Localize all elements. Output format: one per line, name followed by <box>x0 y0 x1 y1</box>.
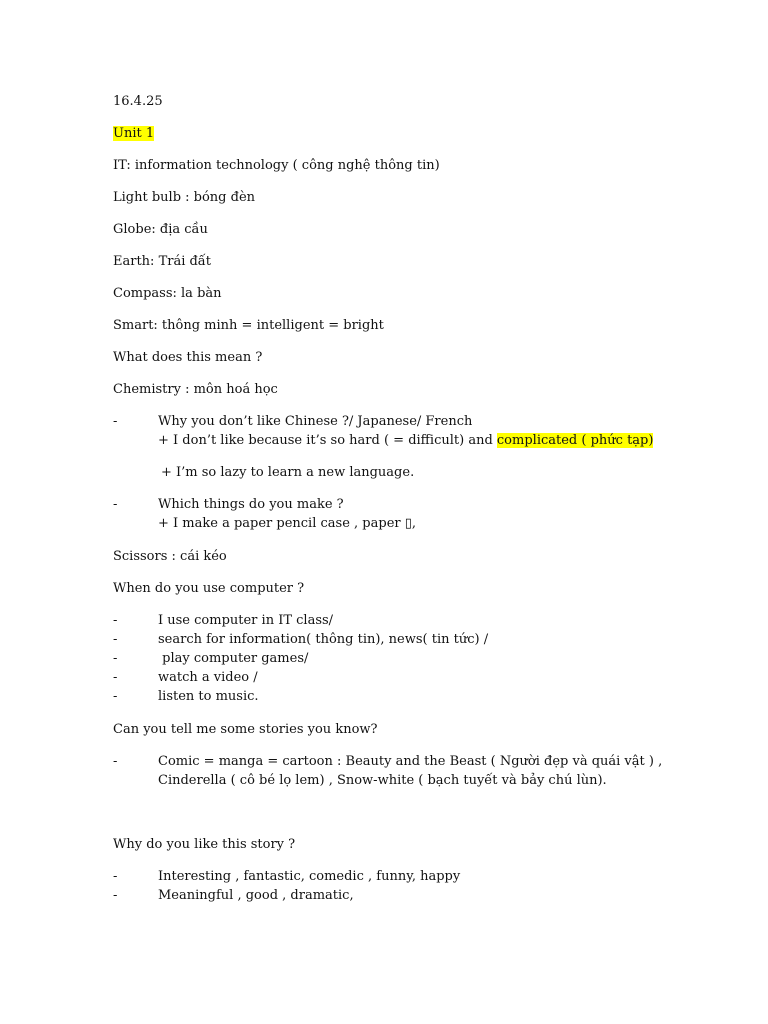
vocab-line-smart: Smart: thông minh = intelligent = bright <box>113 318 384 333</box>
list-item-text: Which things do you make ? <box>158 497 344 512</box>
list-dash: - <box>113 414 118 429</box>
list-item-text: I use computer in IT class/ <box>158 613 334 628</box>
question-stories: Can you tell me some stories you know? <box>113 722 378 737</box>
list-item <box>113 887 354 904</box>
list-item <box>113 631 488 648</box>
list-dash: - <box>113 888 118 903</box>
list-item-continuation: Cinderella ( cô bé lọ lem) , Snow-white ( bạch tuyết và bảy chú lùn). <box>158 773 607 788</box>
list-dash: - <box>113 670 118 685</box>
list-item <box>113 753 662 770</box>
answer-line <box>158 432 653 449</box>
list-item <box>113 650 308 667</box>
list-dash: - <box>113 651 118 666</box>
list-item-text: Meaningful , good , dramatic, <box>158 888 354 903</box>
list-item-text: play computer games/ <box>158 651 309 666</box>
vocab-line-scissors: Scissors : cái kéo <box>113 549 227 564</box>
list-item <box>113 413 472 430</box>
list-dash: - <box>113 689 118 704</box>
unit-heading <box>113 125 154 142</box>
list-dash: - <box>113 497 118 512</box>
vocab-line-compass: Compass: la bàn <box>113 286 222 301</box>
list-item-text: Interesting , fantastic, comedic , funny, happy <box>158 869 461 884</box>
question-computer: When do you use computer ? <box>113 581 305 596</box>
answer-line: + I’m so lazy to learn a new language. <box>161 465 415 480</box>
list-item-text: Why you don’t like Chinese ?/ Japanese/ French <box>158 414 473 429</box>
list-item <box>113 669 258 686</box>
vocab-line-earth: Earth: Trái đất <box>113 254 212 269</box>
highlighted-text: complicated ( phức tạp) <box>496 433 654 448</box>
date-text: 16.4.25 <box>113 94 163 109</box>
question-meaning: What does this mean ? <box>113 350 263 365</box>
list-item <box>113 868 460 885</box>
list-dash: - <box>113 632 118 647</box>
list-item-text: Comic = manga = cartoon : Beauty and the Beast ( Người đẹp và quái vật ) , <box>158 754 663 769</box>
list-item-text: listen to music. <box>158 689 259 704</box>
unit-heading-highlight: Unit 1 <box>113 126 155 141</box>
vocab-line-chemistry: Chemistry : môn hoá học <box>113 382 278 397</box>
vocab-line-globe: Globe: địa cầu <box>113 222 208 237</box>
list-item-text: search for information( thông tin), news( tin tức) / <box>158 632 489 647</box>
list-item <box>113 612 333 629</box>
answer-text: + I don’t like because it’s so hard ( = difficult) and <box>158 433 497 448</box>
list-dash: - <box>113 613 118 628</box>
list-dash: - <box>113 754 118 769</box>
answer-line: + I make a paper pencil case , paper ▯, <box>158 516 417 531</box>
list-item <box>113 688 259 705</box>
vocab-line-it: IT: information technology ( công nghệ thông tin) <box>113 158 440 173</box>
list-item <box>113 496 344 513</box>
list-dash: - <box>113 869 118 884</box>
list-item-text: watch a video / <box>158 670 258 685</box>
question-why: Why do you like this story ? <box>113 837 296 852</box>
vocab-line-light-bulb: Light bulb : bóng đèn <box>113 190 256 205</box>
